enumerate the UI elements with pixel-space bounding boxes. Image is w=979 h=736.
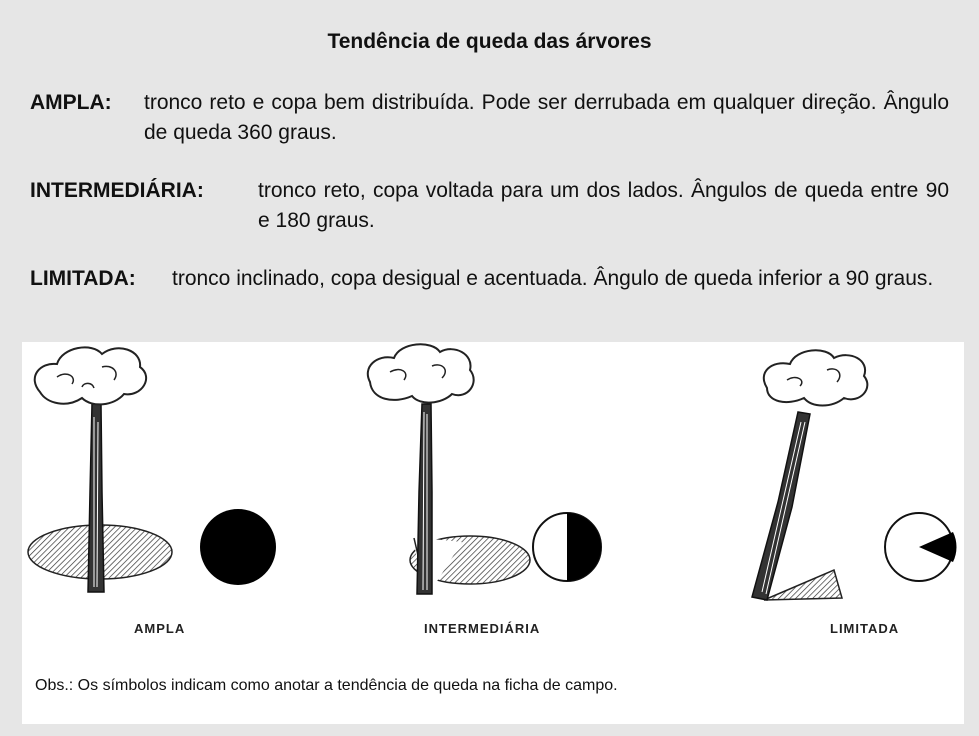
figure-label-intermediaria: INTERMEDIÁRIA [424, 621, 541, 636]
definition-term: AMPLA: [30, 91, 112, 114]
definition-text: tronco inclinado, copa desigual e acentuada. Ângulo de queda inferior a 90 graus. [172, 267, 934, 290]
definition-term: INTERMEDIÁRIA: [30, 179, 204, 202]
definition-text: tronco reto e copa bem distribuída. Pode ser derrubada em qualquer direção. Ângulo de queda 360 graus. [144, 91, 949, 144]
figure-label-ampla: AMPLA [134, 621, 186, 636]
definition-text: tronco reto, copa voltada para um dos lados. Ângulos de queda entre 90 e 180 graus. [258, 179, 949, 232]
symbol-ampla-icon [200, 509, 276, 585]
definition-ampla [30, 88, 949, 148]
tree-limitada-icon [752, 350, 867, 600]
definition-intermediaria [30, 176, 949, 236]
tree-fall-illustration [22, 342, 964, 642]
definition-limitada [30, 264, 949, 294]
observation-note: Obs.: Os símbolos indicam como anotar a tendência de queda na ficha de campo. [35, 677, 618, 694]
illustration-panel [22, 342, 964, 724]
figure-label-limitada: LIMITADA [830, 621, 900, 636]
symbol-intermediaria-icon [533, 513, 601, 581]
symbol-limitada-icon [885, 513, 956, 581]
tree-ampla-icon [28, 347, 172, 592]
definition-term: LIMITADA: [30, 267, 136, 290]
page-title: Tendência de queda das árvores [327, 30, 652, 53]
tree-intermediaria-icon [368, 344, 530, 597]
